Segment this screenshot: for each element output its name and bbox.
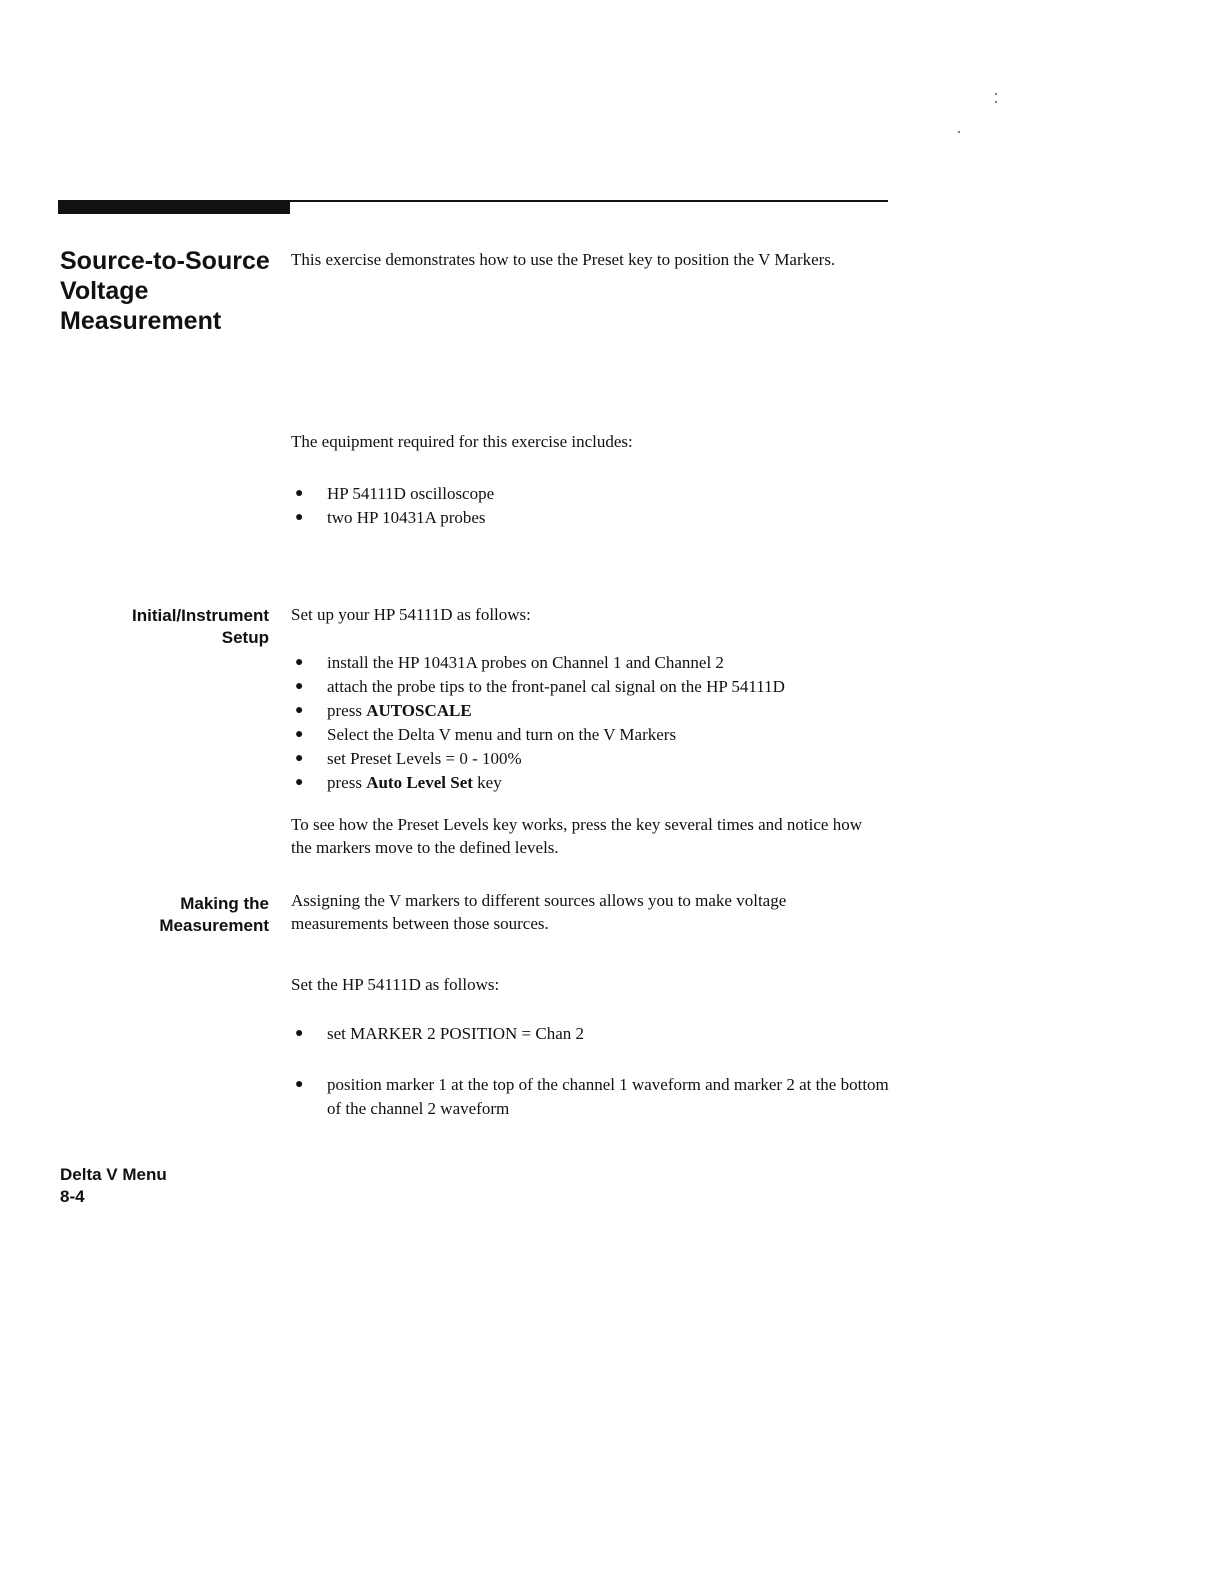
bullet-icon: ● <box>295 510 304 525</box>
bullet-icon: ● <box>295 655 304 670</box>
measurement-sublead: Set the HP 54111D as follows: <box>291 975 500 994</box>
footer-section: Delta V Menu <box>60 1165 167 1184</box>
header-rule-bar <box>58 202 290 214</box>
list-item: ● two HP 10431A probes <box>291 506 891 530</box>
equipment-list <box>291 482 891 530</box>
page-number: 8-4 <box>60 1187 85 1206</box>
bullet-icon: ● <box>295 1077 304 1092</box>
scan-speck <box>958 131 960 133</box>
bullet-icon: ● <box>295 703 304 718</box>
list-item: ● attach the probe tips to the front-panel cal signal on the HP 54111D <box>291 675 891 699</box>
section-title-line: Voltage <box>60 277 149 305</box>
setup-lead: Set up your HP 54111D as follows: <box>291 605 531 624</box>
scan-speck <box>995 101 997 103</box>
bullet-icon: ● <box>295 486 304 501</box>
bullet-icon: ● <box>295 751 304 766</box>
intro-paragraph: This exercise demonstrates how to use the Preset key to position the V Markers. <box>291 250 836 269</box>
equipment-lead: The equipment required for this exercise includes: <box>291 432 633 451</box>
bullet-icon: ● <box>295 727 304 742</box>
setup-note: To see how the Preset Levels key works, press the key several times and notice how the markers move to the defined levels. <box>291 815 862 857</box>
scan-speck <box>995 93 997 95</box>
list-item: ● set MARKER 2 POSITION = Chan 2 <box>291 1022 891 1046</box>
section-title <box>60 246 290 336</box>
measurement-list <box>291 1022 891 1046</box>
setup-list <box>291 651 891 795</box>
list-item: ● Select the Delta V menu and turn on the V Markers <box>291 723 891 747</box>
measurement-lead: Assigning the V markers to different sources allows you to make voltage measurements between those sources. <box>291 891 787 933</box>
list-item: ● position marker 1 at the top of the channel 1 waveform and marker 2 at the bottom of the channel 2 waveform <box>295 1075 889 1118</box>
measurement-heading: Making the Measurement <box>159 894 269 935</box>
list-item: ● install the HP 10431A probes on Channel 1 and Channel 2 <box>291 651 891 675</box>
list-item: ● press AUTOSCALE <box>291 699 891 723</box>
list-item: ● set Preset Levels = 0 - 100% <box>291 747 891 771</box>
measurement-list <box>291 1073 891 1121</box>
bullet-icon: ● <box>295 679 304 694</box>
setup-heading: Initial/Instrument Setup <box>132 606 269 647</box>
bullet-icon: ● <box>295 1026 304 1041</box>
bullet-icon: ● <box>295 775 304 790</box>
section-title-line: Source-to-Source <box>60 247 270 275</box>
page-footer <box>60 1164 167 1208</box>
list-item: ● HP 54111D oscilloscope <box>291 482 891 506</box>
section-title-line: Measurement <box>60 307 222 335</box>
list-item: ● press Auto Level Set key <box>291 771 891 795</box>
